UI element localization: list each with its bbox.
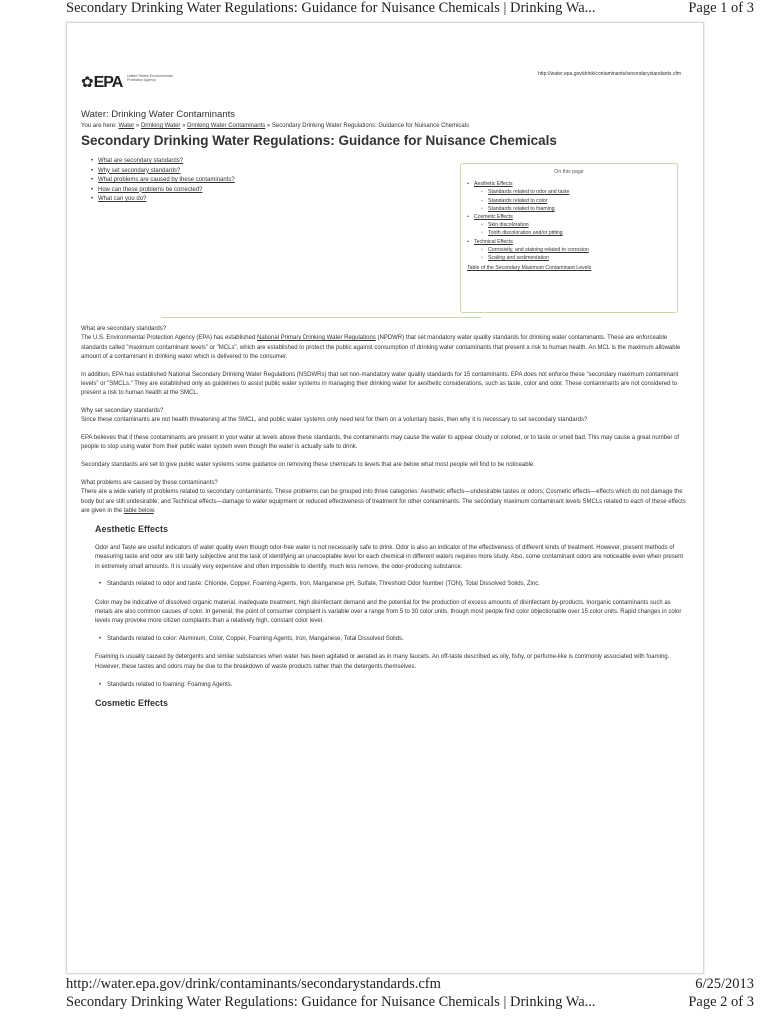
otp-link-scaling[interactable]: ◦ Scaling and sedimentation: [461, 254, 677, 262]
paragraph: Foaming is usually caused by detergents and similar substances when water has been agitated or aerated as in many faucets. An off-taste described as oily, fishy, or perfume-like is commonly associated with foaming. However, these tastes and odors may be due to the breakdown of waste products rather than the detergents themselves.: [95, 654, 670, 670]
print-footer-date: 6/25/2013: [695, 976, 754, 992]
otp-link-skin[interactable]: ◦ Skin discoloration: [461, 221, 677, 229]
list-item: • Standards related to odor and taste: Chloride, Copper, Foaming Agents, Iron, Manganese pH, Sulfate, Threshold Odor Number (TON), Total Dissolved Solids, Zinc.: [107, 580, 689, 589]
toc-list: [91, 157, 235, 205]
paragraph: In addition, EPA has established National Secondary Drinking Water Regulations (NSDWRs) that set non-mandatory water quality standards for 15 contaminants. EPA does not enforce these "secondary maximum contaminant levels" or "SMCLs." They are established only as guidelines to assist public water systems in managing their drinking water for aesthetic considerations, such as taste, color and odor. These contaminants are not considered to present a risk to human health at the SMCL.: [81, 371, 679, 397]
bullet-list: [81, 580, 689, 589]
question-heading: What problems are caused by these contaminants?: [81, 480, 218, 487]
print-footer-url: http://water.epa.gov/drink/contaminants/secondarystandards.cfm: [66, 976, 441, 992]
npdwr-link[interactable]: National Primary Drinking Water Regulations: [256, 335, 376, 342]
next-page-number: Page 2 of 3: [688, 994, 754, 1010]
aesthetic-effects-heading: Aesthetic Effects: [95, 523, 169, 534]
otp-link-aesthetic-effects[interactable]: • Aesthetic Effects: [461, 180, 677, 188]
page-url: http://water.epa.gov/drink/contaminants/secondarystandards.cfm: [538, 71, 681, 77]
next-page-title: Secondary Drinking Water Regulations: Guidance for Nuisance Chemicals | Drinking Wa...: [66, 994, 596, 1010]
section-title: Water: Drinking Water Contaminants: [81, 109, 235, 120]
print-header-page: Page 1 of 3: [688, 0, 754, 16]
paragraph-text: The U.S. Environmental Protection Agency (EPA) has established: [81, 335, 257, 342]
otp-link-odor-taste[interactable]: ◦ Standards related to odor and taste: [461, 188, 677, 196]
otp-link-corrosivity[interactable]: ◦ Corrosivity, and staining related to corrosion: [461, 246, 677, 254]
paragraph: Since these contaminants are not health threatening at the SMCL, and public water systems only need test for them on a voluntary basis, then why it is necessary to set secondary standards?: [81, 417, 588, 424]
page-title: Secondary Drinking Water Regulations: Guidance for Nuisance Chemicals: [81, 133, 557, 148]
breadcrumb-item-drinking-water[interactable]: Drinking Water: [140, 123, 181, 129]
otp-link-tooth[interactable]: ◦ Tooth discoloration and/or pitting: [461, 229, 677, 237]
breadcrumb-item-contaminants[interactable]: Drinking Water Contaminants: [187, 123, 266, 129]
list-item: • Standards related to foaming: Foaming Agents.: [107, 681, 689, 690]
on-this-page-box: [460, 163, 678, 313]
paragraph-text: .: [153, 507, 156, 514]
bullet-list: [81, 681, 689, 690]
print-header-title: Secondary Drinking Water Regulations: Guidance for Nuisance Chemicals | Drinking Wa...: [66, 0, 596, 16]
paragraph: [81, 334, 689, 362]
paragraph-text: (NPDWR) that set mandatory water quality standards for drinking water contaminants. These are enforceable standards called "maximum contaminant levels" or "MCLs", which are established to protect the public against consumption of drinking water contaminants that present a risk to human health. An MCL is the maximum allowable amount of a contaminant in drinking water which is delivered to the consumer.: [81, 335, 681, 360]
toc-link-what-are[interactable]: • What are secondary standards?: [91, 157, 235, 167]
document-page: [66, 22, 704, 974]
otp-link-foaming[interactable]: ◦ Standards related to foaming: [461, 205, 677, 213]
paragraph: Secondary standards are set to give public water systems some guidance on removing these chemicals to levels that are below what most people will find to be noticeable.: [81, 462, 535, 469]
breadcrumb: You are here: Water » Drinking Water » Drinking Water Contaminants » Secondary Drinking Water Regulations: Guidance for Nuisance Chemicals: [81, 123, 470, 129]
question-heading: What are secondary standards?: [81, 326, 167, 332]
bullet-list: [81, 635, 689, 644]
otp-link-cosmetic-effects[interactable]: • Cosmetic Effects: [461, 213, 677, 221]
breadcrumb-prefix: You are here:: [81, 123, 119, 129]
toc-link-corrected[interactable]: • How can these problems be corrected?: [91, 186, 235, 196]
on-this-page-heading: On this page: [554, 169, 584, 175]
agency-name: United States Environmental Protection Agency: [127, 74, 173, 83]
print-footer: [66, 976, 754, 1016]
toc-link-why-set[interactable]: • Why set secondary standards?: [91, 167, 235, 177]
breadcrumb-item-water[interactable]: Water: [118, 123, 135, 129]
toc-link-what-can-you-do[interactable]: • What can you do?: [91, 195, 235, 205]
epa-flower-icon: ✿: [81, 74, 94, 91]
table-below-link[interactable]: table below: [123, 507, 154, 514]
print-header: [66, 0, 754, 20]
breadcrumb-current: Secondary Drinking Water Regulations: Guidance for Nuisance Chemicals: [271, 123, 470, 129]
otp-link-technical-effects[interactable]: • Technical Effects: [461, 238, 677, 246]
article-body: [81, 325, 689, 718]
list-item: • Standards related to color: Aluminum, Color, Copper, Foaming Agents, Iron, Manganese, Total Dissolved Solids.: [107, 635, 689, 644]
question-heading: Why set secondary standards?: [81, 408, 164, 415]
paragraph: Color may be indicative of dissolved organic material, inadequate treatment, high disinfectant demand and the potential for the production of excess amounts of disinfectant by-products. Inorganic contaminants such as metals are also common causes of color. In general, the point of consumer complaint is variable over a range from 5 to 30 color units, though most people find color objectionable over 15 color units. Rapid changes in color levels may provoke more citizen complaints than a relatively high, constant color level.: [95, 599, 682, 625]
paragraph: EPA believes that if these contaminants are present in your water at levels above these standards, the contaminants may cause the water to appear cloudy or colored, or to taste or smell bad. This may cause a great number of people to stop using water from their public water system even though the water is actually safe to drink.: [81, 435, 680, 451]
toc-link-problems[interactable]: • What problems are caused by these contaminants?: [91, 176, 235, 186]
otp-link-smcl-table[interactable]: Table of the Secondary Maximum Contaminant Levels: [467, 265, 592, 272]
on-this-page-list: [461, 180, 677, 272]
section-divider: [161, 317, 481, 318]
otp-link-color[interactable]: ◦ Standards related to color: [461, 197, 677, 205]
epa-wordmark: EPA: [93, 74, 123, 91]
paragraph: [81, 488, 689, 516]
epa-logo[interactable]: [81, 73, 173, 91]
cosmetic-effects-heading: Cosmetic Effects: [95, 697, 169, 708]
paragraph: Odor and Taste are useful indicators of water quality even though odor-free water is not necessarily safe to drink. Odor is also an indicator of the effectiveness of different kinds of treatment. However, present methods of measuring taste and odor are still fairly subjective and the task of identifying an unacceptable level for each chemical in different waters requires more study. Also, some contaminant odors are noticeable even when present in extremely small amounts. It is usually very expensive and often impossible to identify, much less remove, the odor-producing substance.: [95, 545, 684, 570]
paragraph-text: There are a wide variety of problems related to secondary contaminants. These problems can be grouped into three categories: Aesthetic effects—undesirable tastes or odors; Cosmetic effects—effects which do not damage the body but are still undesirable; and Technical effects—damage to water equipment or reduced effectiveness of treatment for other contaminants. The secondary maximum contaminant levels SMCLs related to each of these effects are given in the: [81, 489, 686, 514]
